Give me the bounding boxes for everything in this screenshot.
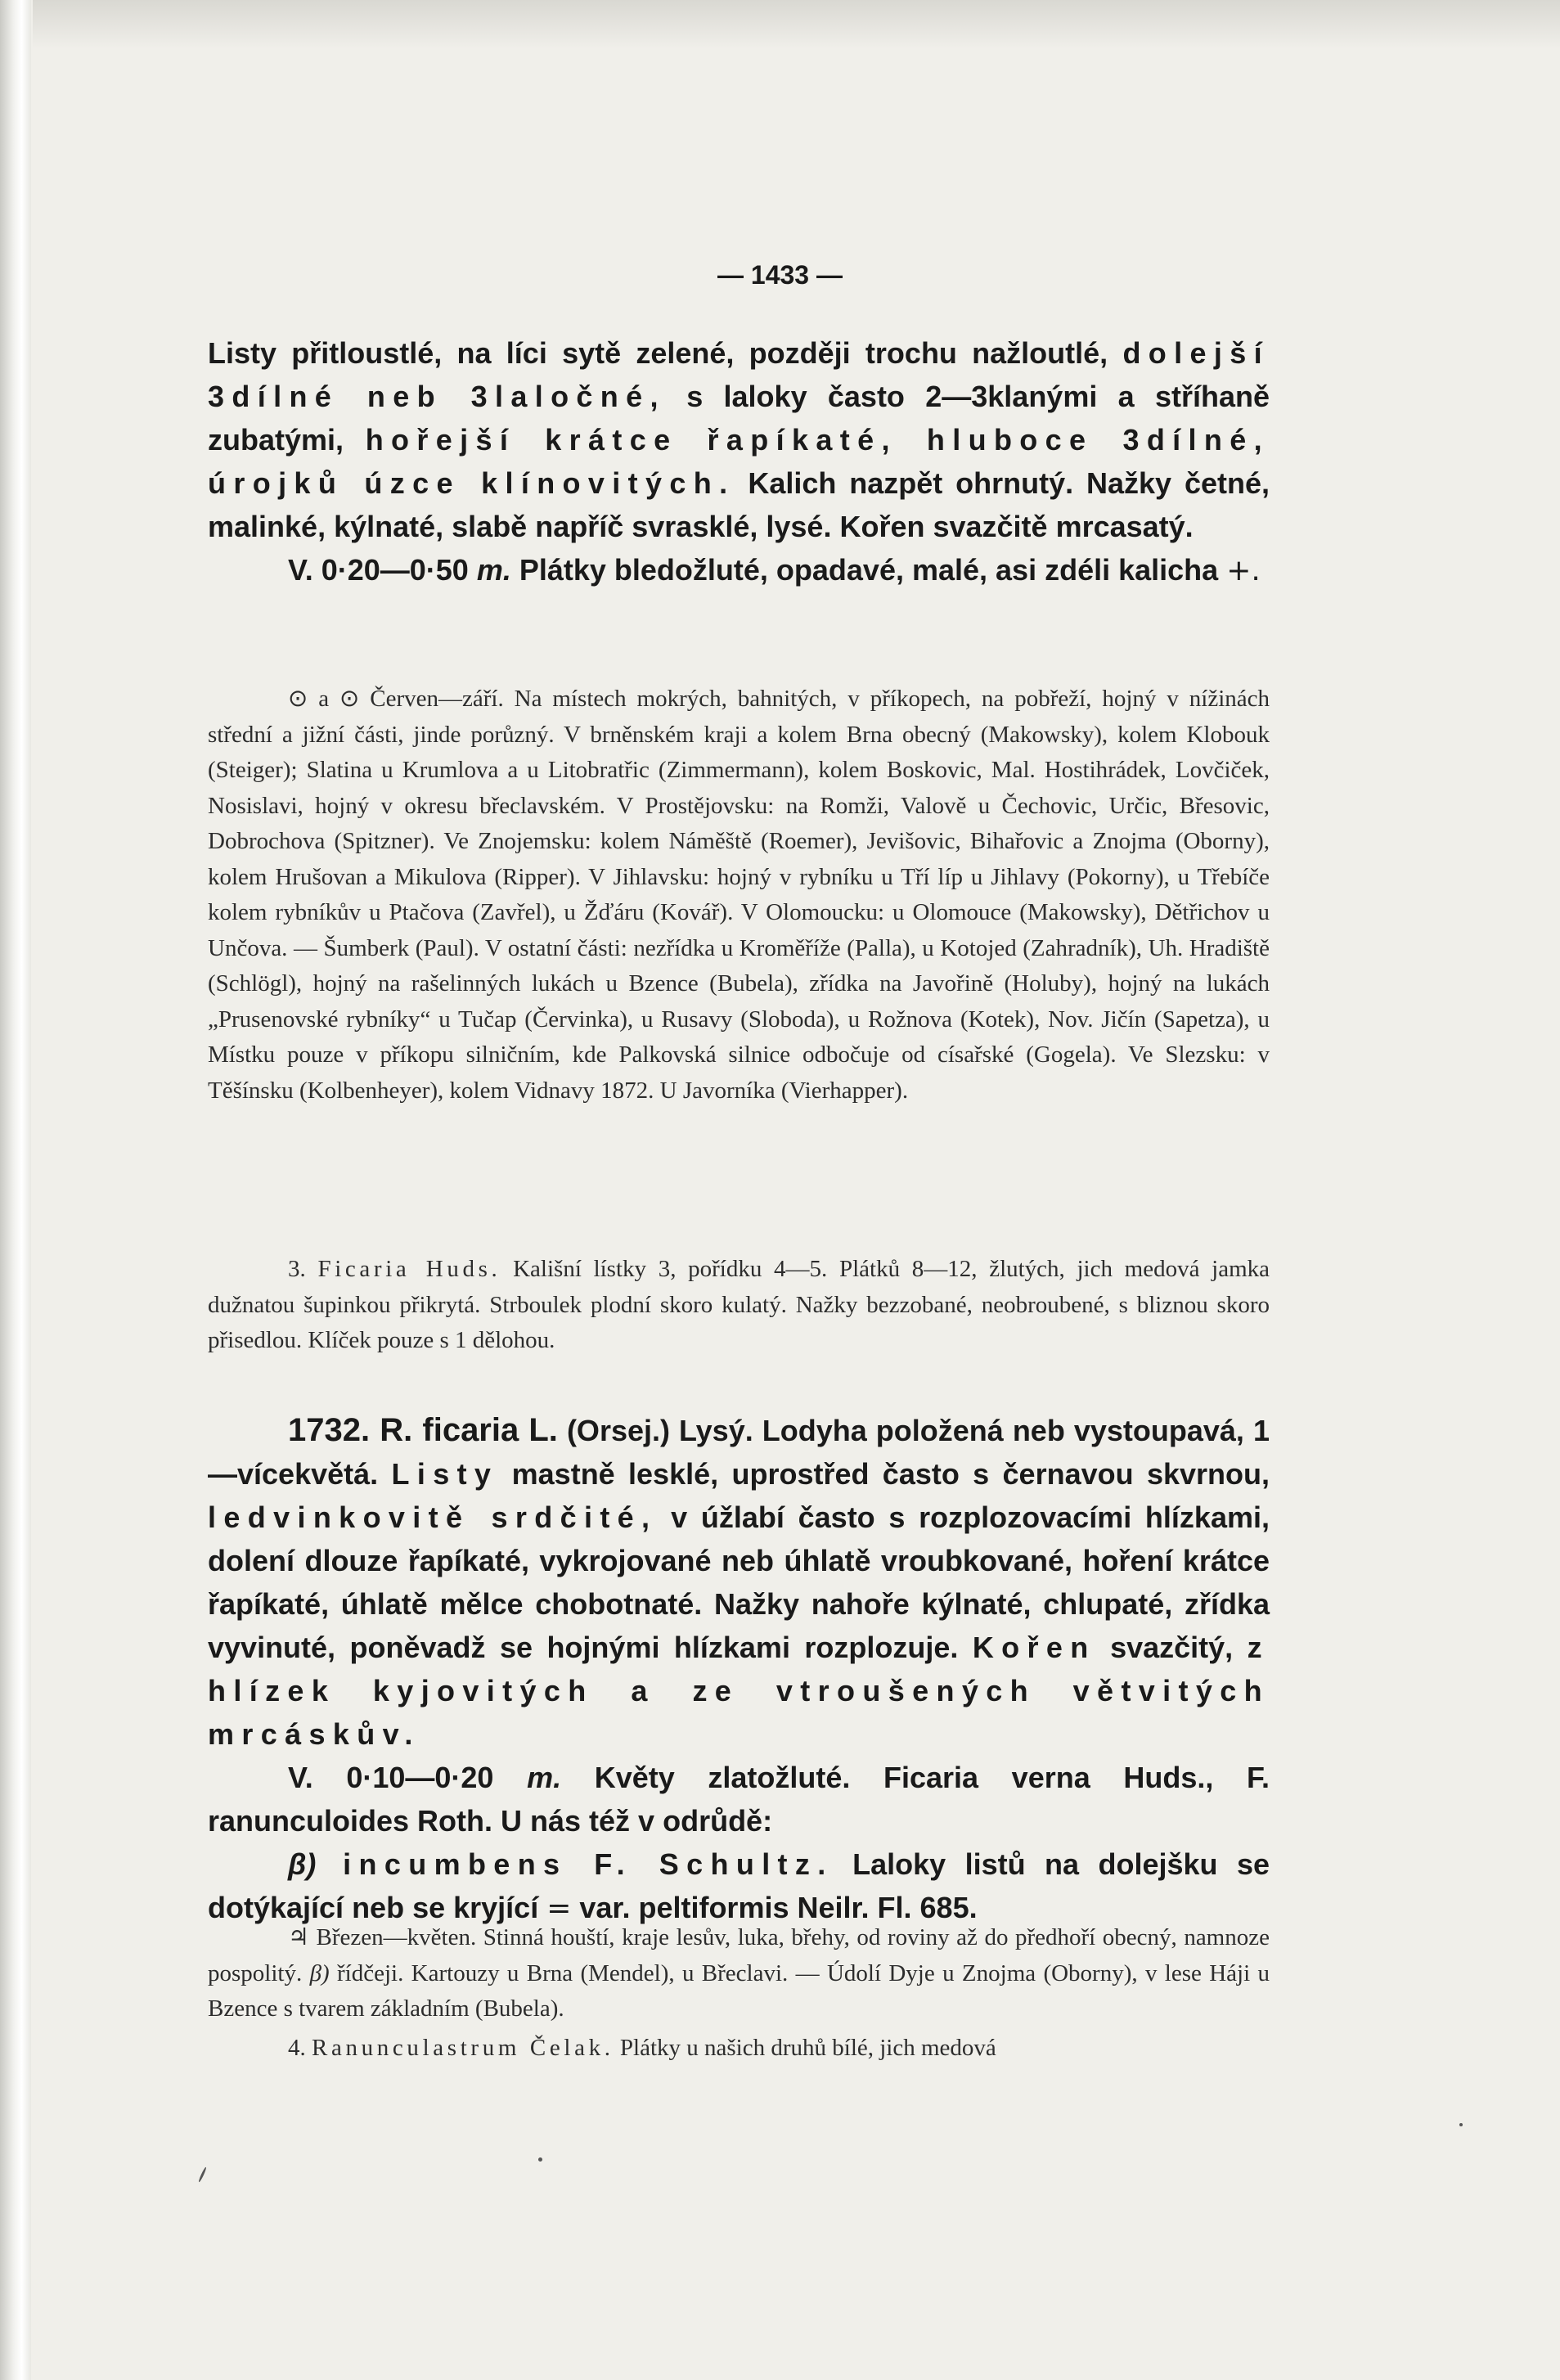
- species-1732-block: [208, 1409, 1270, 1930]
- perennial-symbol-icon: ♃: [288, 1923, 309, 1950]
- scan-speck: [198, 2166, 207, 2182]
- genus-ficaria-block: [208, 1252, 1270, 1359]
- paragraph-leaf-description: Listy přitloustlé, na líci sytě zelené, později trochu nažloutlé, dolejší 3dílné neb 3laločné, s laloky často 2—3klanými a stříhaně zubatými, hořejší krátce řapíkaté, hluboce 3dílné, úrojků úzce klínovitých. Kalich nazpět ohrnutý. Nažky četné, malinké, kýlnaté, slabě napříč svrasklé, lysé. Kořen svazčitě mrcasatý.: [208, 336, 1270, 543]
- paragraph-species-1732: 1732. R. ficaria L. (Orsej.) Lysý. Lodyha položená neb vystoupavá, 1—vícekvětá. Listy mastně lesklé, uprostřed často s černavou skvrnou, ledvinkovitě srdčité, v úžlabí často s rozplozovacími hlízkami, dolení dlouze řapíkaté, vykrojované neb úhlatě vroubkované, hoření krátce řapíkaté, úhlatě mělce chobotnaté. Nažky nahoře kýlnaté, chlupaté, zřídka vyvinuté, poněvadž se hojnými hlízkami rozplozuje. Kořen svazčitý, z hlízek kyjovitých a ze vtroušených větvitých mrcáskův.: [208, 1412, 1270, 1751]
- paragraph-size-flowers: V. 0·10—0·20 m. Květy zlatožluté. Ficaria verna Huds., F. ranunculoides Roth. U nás též v odrůdě:: [208, 1761, 1270, 1838]
- paragraph-genus-ficaria: 3. Ficaria Huds. Kališní lístky 3, pořídku 4—5. Plátků 8—12, žlutých, jich medová jamka dužnatou šupinkou přikrytá. Strboulek plodní skoro kulatý. Nažky bezzobané, neobroubené, s bliznou skoro přisedlou. Klíček pouze s 1 dělohou.: [208, 1256, 1270, 1353]
- scan-speck: [538, 2157, 542, 2162]
- paragraph-distribution-ficaria: ♃ Březen—květen. Stinná houští, kraje lesův, luka, břehy, od roviny až do předhoří obecný, namnoze pospolitý. β) řídčeji. Kartouzy u Brna (Mendel), u Břeclavi. — Údolí Dyje u Znojma (Oborny), v lese Háji u Bzence s tvarem základním (Bubela).: [208, 1923, 1270, 2022]
- distribution-block-1: [208, 681, 1270, 1109]
- page-number: — 1433 —: [717, 260, 843, 290]
- paragraph-size-petals: V. 0·20—0·50 m. Plátky bledožluté, opadavé, malé, asi zdéli kalicha +.: [288, 553, 1261, 587]
- scan-speck: [1459, 2123, 1463, 2126]
- paragraph-distribution: ⊙ a ⊙ Červen—září. Na místech mokrých, bahnitých, v příkopech, na pobřeží, hojný v nížinách střední a jižní části, jinde porůzný. V brněnském kraji a kolem Brna obecný (Makowsky), kolem Klobouk (Steiger); Slatina u Krumlova a u Litobratřic (Zimmermann), kolem Boskovic, Mal. Hostihrádek, Lovčiček, Nosislavi, hojný v okresu břeclavském. V Prostějovsku: na Romži, Valově u Čechovic, Určic, Břesovic, Dobrochova (Spitzner). Ve Znojemsku: kolem Náměště (Roemer), Jevišovic, Bihařovic a Znojma (Oborny), kolem Hrušovan a Mikulova (Ripper). V Jihlavsku: hojný v rybníku u Tří líp u Jihlavy (Pokorny), u Třebíče kolem rybníkův u Ptačova (Zavřel), u Žďáru (Kovář). V Olomoucku: u Olomouce (Makowsky), Dětřichov u Unčova. — Šumberk (Paul). V ostatní části: nezřídka u Kroměříže (Palla), u Kotojed (Zahradník), Uh. Hradiště (Schlögl), hojný na rašelinných lukách u Bzence (Bubela), zřídka na Javořině (Holuby), hojný na lukách „Prusenovské rybníky“ u Tučap (Červinka), u Rusavy (Sloboda), u Rožnova (Kotek), Nov. Jičín (Sapetza), u Místku pouze v příkopu silničním, kde Palkovská silnice odbočuje od císařské (Gogela). Ve Slezsku: v Těšínsku (Kolbenheyer), kolem Vidnavy 1872. U Javorníka (Vierhapper).: [208, 684, 1270, 1104]
- distribution-block-2: [208, 1919, 1270, 2066]
- description-block-1: [208, 331, 1270, 592]
- annual-symbol-icon: ⊙: [288, 684, 308, 712]
- biennial-symbol-icon: ⊙: [339, 684, 360, 712]
- paragraph-genus-ranunculastrum: 4. Ranunculastrum Čelak. Plátky u našich druhů bílé, jich medová: [288, 2034, 996, 2061]
- paragraph-variety-incumbens: β) incumbens F. Schultz. Laloky listů na dolejšku se dotýkající neb se kryjící = var. peltiformis Neilr. Fl. 685.: [208, 1847, 1270, 1925]
